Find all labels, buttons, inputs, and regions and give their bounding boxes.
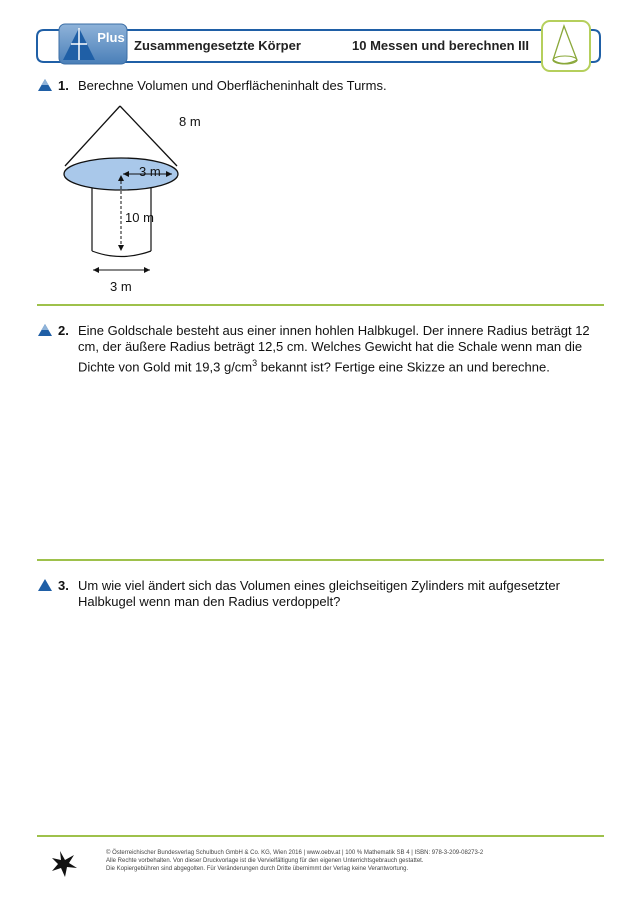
- radius-label: 3 m: [139, 164, 161, 179]
- footer-line-1: © Österreichischer Bundesverlag Schulbuch GmbH & Co. KG, Wien 2016 | www.oebv.at | 100 % Mathematik SB 4 | ISBN: 978-3-209-08273-2: [106, 850, 484, 856]
- difficulty-icon-2: [38, 324, 52, 336]
- difficulty-icon-1: [38, 79, 52, 91]
- exercise-3-line-1: Um wie viel ändert sich das Volumen eines gleichseitigen Zylinders mit aufgesetzter: [78, 578, 560, 593]
- height-label: 10 m: [125, 210, 154, 225]
- exercise-3-line-2: Halbkugel wenn man den Radius verdoppelt?: [78, 594, 341, 609]
- difficulty-icon-3: [38, 579, 52, 591]
- exercise-2-line-2: cm, der äußere Radius beträgt 12,5 cm. Welches Gewicht hat die Schale wenn man die: [78, 339, 583, 354]
- exercise-3-number: 3.: [58, 578, 69, 593]
- publisher-logo: [50, 849, 78, 879]
- logo-label: Plus: [97, 30, 125, 45]
- tower-figure: [55, 104, 215, 300]
- width-label: 3 m: [110, 279, 132, 294]
- exercise-2-number: 2.: [58, 323, 69, 338]
- section-divider-2: [37, 559, 604, 561]
- exercise-2-line-3-before: Dichte von Gold mit 19,3 g/cm: [78, 359, 253, 375]
- page-title: Zusammengesetzte Körper: [134, 38, 301, 53]
- slant-label: 8 m: [179, 114, 201, 129]
- copyright-footer: [106, 849, 483, 873]
- exercise-1-text: Berechne Volumen und Oberflächeninhalt des Turms.: [78, 78, 387, 93]
- section-divider-1: [37, 304, 604, 306]
- exercise-2-line-1: Eine Goldschale besteht aus einer innen hohlen Halbkugel. Der innere Radius beträgt 12: [78, 323, 590, 338]
- chapter-title: 10 Messen und berechnen III: [352, 38, 529, 53]
- exercise-3-text: [78, 578, 560, 610]
- plus-logo: [57, 22, 129, 66]
- exercise-2-line-3: [78, 355, 590, 375]
- footer-line-2: Alle Rechte vorbehalten. Von dieser Druckvorlage ist die Vervielfältigung für den eigenen Unterrichtsgebrauch gestattet.: [106, 858, 424, 864]
- exercise-1-number: 1.: [58, 78, 69, 93]
- exercise-2-line-3-sup: 3: [252, 358, 258, 368]
- cone-icon: [541, 20, 591, 72]
- exercise-2-line-3-after: bekannt ist? Fertige eine Skizze an und berechne.: [257, 359, 550, 375]
- footer-line-3: Die Kopiergebühren sind abgegolten. Für Veränderungen durch Dritte übernimmt der Verlag keine Verantwortung.: [106, 866, 409, 872]
- exercise-2-text: [78, 323, 590, 375]
- section-divider-3: [37, 835, 604, 837]
